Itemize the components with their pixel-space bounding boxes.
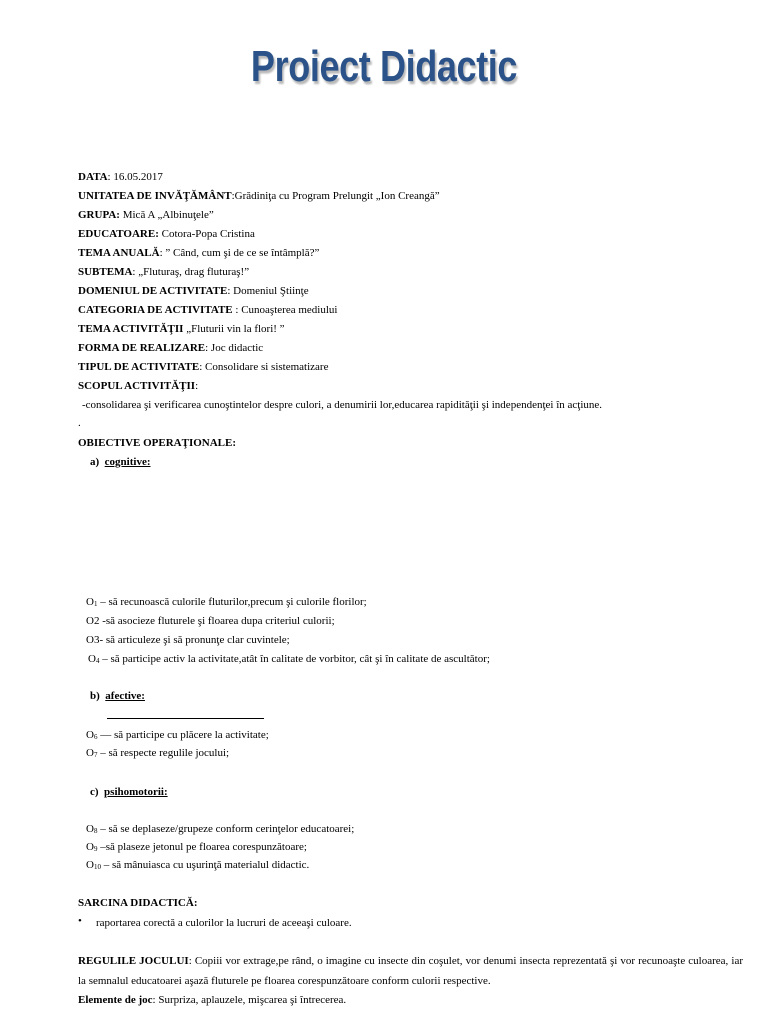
objective-item: O2 -să asocieze fluturele şi floarea dupa criteriul culorii; [86,615,335,627]
objective-item: O9 –să plaseze jetonul pe floarea corespunzătoare; [86,841,307,853]
affective-subheading: b) afective: [90,690,145,702]
objective-item: O10 – să mânuiasca cu uşurinţă materialul didactic. [86,859,310,871]
objective-item: O8 – să se deplaseze/grupeze conform cerinţelor educatoarei; [86,823,355,835]
rules-paragraph: REGULILE JOCULUI: Copiii vor extrage,pe rând, o imagine cu insecte din coşulet, vor denumi insecta reprezentată şi vor recunoaşte culoarea, iar la semnalul educatoarei aşază fluturele pe floarea corespunzătoare conform culorii respective. [78,955,743,987]
scope-text: -consolidarea şi verificarea cunoştintelor despre culori, a denumirii lor,educarea rapidităţii şi independenţei în acţiune. [82,399,603,411]
field-scope: SCOPUL ACTIVITĂŢII: [78,380,199,392]
objectives-heading: OBIECTIVE OPERAŢIONALE: [78,437,237,449]
divider-line [107,718,264,719]
field-date: DATA: 16.05.2017 [78,171,163,183]
psychomotor-subheading: c) psihomotorii: [90,786,168,798]
task-heading: SARCINA DIDACTICĂ: [78,897,198,909]
field-activity-theme: TEMA ACTIVITĂŢII „Fluturii vin la flori! ” [78,323,285,335]
game-elements: Elemente de joc: Surpriza, aplauzele, mişcarea şi întrecerea. [78,994,347,1006]
field-type: TIPUL DE ACTIVITATE: Consolidare si sistematizare [78,361,329,373]
separator-dot: . [78,417,81,429]
objective-item: O7 – să respecte regulile jocului; [86,747,230,759]
field-domain: DOMENIUL DE ACTIVITATE: Domeniul Ştiinţe [78,285,309,297]
page-title: Proiect Didactic [250,42,518,91]
field-annual-theme: TEMA ANUALĂ: ” Când, cum şi de ce se întâmplă?” [78,247,320,259]
field-unit: UNITATEA DE INVĂŢĂMÂNT:Grădiniţa cu Program Prelungit „Ion Creangă” [78,190,440,202]
objective-item: O3- să articuleze şi să pronunţe clar cuvintele; [86,634,290,646]
cognitive-subheading: a) cognitive: [90,456,151,468]
objective-item: O1 – să recunoască culorile fluturilor,precum şi culorile florilor; [86,596,367,608]
task-text: raportarea corectă a culorilor la lucruri de aceeaşi culoare. [96,917,352,929]
field-group: GRUPA: Mică A „Albinuţele” [78,209,214,221]
field-subtheme: SUBTEMA: „Fluturaş, drag fluturaş!” [78,266,250,278]
bullet-icon: • [78,915,82,927]
objective-item: O6 — să participe cu plăcere la activitate; [86,729,269,741]
field-category: CATEGORIA DE ACTIVITATE : Cunoaşterea mediului [78,304,338,316]
field-teacher: EDUCATOARE: Cotora-Popa Cristina [78,228,255,240]
objective-item: O4 – să participe activ la activitate,atât în calitate de vorbitor, cât şi în calitate de ascultător; [88,653,490,665]
field-form: FORMA DE REALIZARE: Joc didactic [78,342,264,354]
